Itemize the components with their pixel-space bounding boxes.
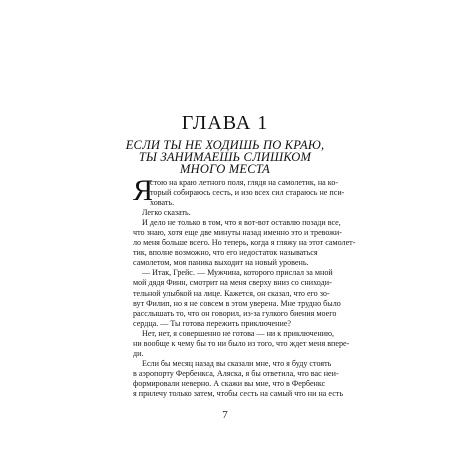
text-line: формировали неверно. А скажи вы мне, что в Фербенкс [133,378,326,388]
body-text [133,174,356,399]
text-line: Легко сказать. [142,208,191,218]
page-number: 7 [222,409,228,421]
drop-cap: Я [133,174,154,207]
text-line: я прилечу только затем, чтобы сесть на самый что ни на есть [133,388,344,398]
chapter-subtitle [100,139,350,175]
text-line: сердца. — Ты готова пережить приключение? [133,318,291,328]
text-line: ди. [133,348,144,358]
text-line: — Итак, Грейс. — Мужчина, которого прислал за мной [142,268,333,278]
text-line: расслышать то, что он говорил, из-за гулкого биения моего [133,308,337,318]
text-line: И дело не только в том, что я вот-вот оставлю позади все, [142,218,341,228]
text-line: ховать. [150,198,175,208]
text-line: тик, вполне возможно, что его недостаток называться [133,248,318,258]
text-line: стою на краю летного поля, глядя на самолетик, на ко- [150,178,339,187]
text-line: вут Филип, но я не совсем в этом уверена. Мне трудно было [133,298,341,308]
text-line: тельной улыбкой на лице. Кажется, он сказал, что его зо- [133,288,330,298]
text-line: ло меня больше всего. Но теперь, когда я гляжу на этот самолет- [133,238,356,248]
chapter-subtitle-line: ТЫ ЗАНИМАЕШЬ СЛИШКОМ [138,150,312,164]
text-line: мой дядя Финн, смотрит на меня сверху вниз со сниходи- [133,278,332,288]
text-line: самолетом, моя паника выходит на новый уровень. [133,258,309,268]
text-line: торый собираюсь сесть, и изо всех сил стараюсь не пси- [150,188,345,198]
text-line: Нет, нет, я совершенно не готова — ни к приключению, [142,328,335,338]
text-line: что знаю, хотя еще две минуты назад именно это и тревожи- [133,228,342,238]
text-line: ни вообще к чему бы то ни было из того, что ждет меня впере- [133,338,350,348]
text-line: Если бы месяц назад вы сказали мне, что я буду стоять [142,358,332,368]
chapter-subtitle-line: МНОГО МЕСТА [180,162,270,176]
text-line: в аэропорту Фербенкса, Аляска, я бы ответила, что вас неи- [133,368,339,378]
chapter-title: ГЛАВА 1 [181,112,269,134]
chapter-subtitle-line: ЕСЛИ ТЫ НЕ ХОДИШЬ ПО КРАЮ, [125,138,325,152]
